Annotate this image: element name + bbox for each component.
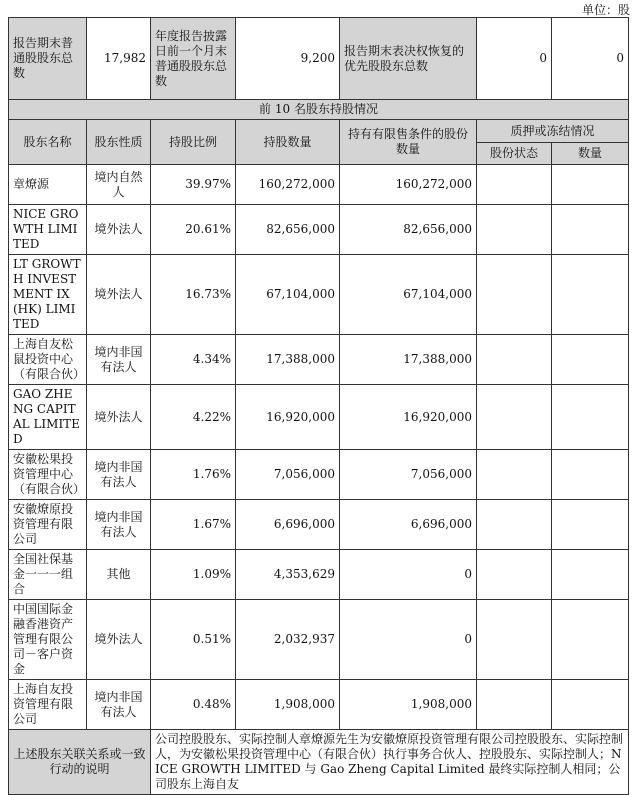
summary-label-preferred-holders: 报告期末表决权恢复的优先股股东总数	[340, 18, 477, 100]
summary-label-prior-month-holders: 年度报告披露日前一个月末普通股股东总数	[151, 18, 236, 100]
summary-row	[9, 18, 629, 100]
header-name: 股东名称	[9, 120, 87, 165]
shareholder-name: 全国社保基金一一一组合	[9, 550, 87, 600]
header-amount: 数量	[552, 143, 629, 165]
shareholder-rows	[9, 165, 629, 730]
table-row	[9, 450, 629, 500]
pledge-amount	[552, 335, 629, 385]
restricted-qty: 1,908,000	[340, 680, 477, 730]
shareholding-ratio: 1.76%	[151, 450, 236, 500]
restricted-qty: 6,696,000	[340, 500, 477, 550]
shareholding-qty: 7,056,000	[236, 450, 340, 500]
shareholding-qty: 6,696,000	[236, 500, 340, 550]
pledge-status	[477, 680, 552, 730]
summary-value-prior-month-holders: 9,200	[236, 18, 340, 100]
table-row	[9, 205, 629, 255]
shareholder-name: 章燎源	[9, 165, 87, 205]
summary-value-prior-month-preferred	[552, 18, 629, 100]
pledge-status	[477, 335, 552, 385]
header-pledge: 质押或冻结情况	[477, 120, 629, 143]
shareholder-nature: 境外法人	[87, 600, 151, 680]
pledge-amount	[552, 255, 629, 335]
header-nature: 股东性质	[87, 120, 151, 165]
restricted-qty: 7,056,000	[340, 450, 477, 500]
summary-value-4: 0	[616, 51, 624, 65]
restricted-qty: 0	[340, 550, 477, 600]
unit-label: 单位：股	[581, 3, 630, 17]
pledge-amount	[552, 385, 629, 450]
pledge-status	[477, 500, 552, 550]
shareholding-ratio: 4.34%	[151, 335, 236, 385]
table-row	[9, 335, 629, 385]
shareholding-qty: 4,353,629	[236, 550, 340, 600]
shareholder-nature: 境内非国有法人	[87, 500, 151, 550]
shareholder-name: NICE GROWTH LIMITED	[9, 205, 87, 255]
pledge-amount	[552, 500, 629, 550]
shareholder-name: 安徽松果投资管理中心（有限合伙）	[9, 450, 87, 500]
restricted-qty: 67,104,000	[340, 255, 477, 335]
shareholder-name: GAO ZHENG CAPITAL LIMITED	[9, 385, 87, 450]
header-row-1	[9, 120, 629, 143]
shareholder-nature: 境内非国有法人	[87, 335, 151, 385]
restricted-qty: 82,656,000	[340, 205, 477, 255]
summary-value-preferred-holders: 0	[477, 18, 552, 100]
shareholding-qty: 1,908,000	[236, 680, 340, 730]
shareholding-qty: 67,104,000	[236, 255, 340, 335]
pledge-status	[477, 600, 552, 680]
shareholding-qty: 160,272,000	[236, 165, 340, 205]
summary-value-common-holders: 17,982	[87, 18, 151, 100]
pledge-amount	[552, 680, 629, 730]
pledge-status	[477, 165, 552, 205]
restricted-qty: 16,920,000	[340, 385, 477, 450]
section-title: 前 10 名股东持股情况	[9, 100, 629, 120]
header-status: 股份状态	[477, 143, 552, 165]
table-row	[9, 255, 629, 335]
table-row	[9, 680, 629, 730]
shareholding-qty: 2,032,937	[236, 600, 340, 680]
shareholding-ratio: 20.61%	[151, 205, 236, 255]
header-qty: 持股数量	[236, 120, 340, 165]
shareholder-name: 上海自友投资管理有限公司	[9, 680, 87, 730]
shareholder-name: 中国国际金融香港资产管理有限公司－客户资金	[9, 600, 87, 680]
shareholder-nature: 其他	[87, 550, 151, 600]
shareholder-name: 上海自友松鼠投资中心（有限合伙）	[9, 335, 87, 385]
footer-text: 公司控股股东、实际控制人章燎源先生为安徽燎原投资管理有限公司控股股东、实际控制人，为安徽松果投资管理中心（有限合伙）执行事务合伙人、控股股东、实际控制人；NICE GROWTH LIMITED 与 Gao Zheng Capital Limited 最终实际控制人相同；公司股东上海自友	[151, 730, 629, 795]
shareholding-ratio: 4.22%	[151, 385, 236, 450]
restricted-qty: 0	[340, 600, 477, 680]
shareholding-qty: 82,656,000	[236, 205, 340, 255]
pledge-status	[477, 205, 552, 255]
pledge-amount	[552, 550, 629, 600]
table-row	[9, 165, 629, 205]
shareholder-nature: 境内非国有法人	[87, 680, 151, 730]
shareholding-ratio: 1.67%	[151, 500, 236, 550]
shareholder-nature: 境外法人	[87, 385, 151, 450]
shareholding-ratio: 1.09%	[151, 550, 236, 600]
restricted-qty: 17,388,000	[340, 335, 477, 385]
pledge-amount	[552, 205, 629, 255]
header-restricted: 持有有限售条件的股份数量	[340, 120, 477, 165]
table-row	[9, 600, 629, 680]
table-row	[9, 550, 629, 600]
shareholder-name: LT GROWTH INVESTMENT IX (HK) LIMITED	[9, 255, 87, 335]
footer-label: 上述股东关联关系或一致行动的说明	[9, 730, 151, 795]
pledge-status	[477, 255, 552, 335]
pledge-status	[477, 450, 552, 500]
pledge-status	[477, 385, 552, 450]
shareholder-table	[8, 17, 629, 795]
table-row	[9, 500, 629, 550]
table-row	[9, 385, 629, 450]
shareholder-name: 安徽燎原投资管理有限公司	[9, 500, 87, 550]
summary-label-common-holders: 报告期末普通股股东总数	[9, 18, 87, 100]
shareholder-nature: 境外法人	[87, 205, 151, 255]
footer-row	[9, 730, 629, 795]
shareholding-qty: 16,920,000	[236, 385, 340, 450]
pledge-amount	[552, 165, 629, 205]
shareholding-ratio: 0.51%	[151, 600, 236, 680]
section-title-row	[9, 100, 629, 120]
pledge-status	[477, 550, 552, 600]
shareholder-nature: 境内自然人	[87, 165, 151, 205]
shareholding-qty: 17,388,000	[236, 335, 340, 385]
shareholder-nature: 境外法人	[87, 255, 151, 335]
pledge-amount	[552, 450, 629, 500]
shareholder-nature: 境内非国有法人	[87, 450, 151, 500]
pledge-amount	[552, 600, 629, 680]
shareholding-ratio: 39.97%	[151, 165, 236, 205]
shareholding-ratio: 16.73%	[151, 255, 236, 335]
shareholding-ratio: 0.48%	[151, 680, 236, 730]
header-ratio: 持股比例	[151, 120, 236, 165]
restricted-qty: 160,272,000	[340, 165, 477, 205]
